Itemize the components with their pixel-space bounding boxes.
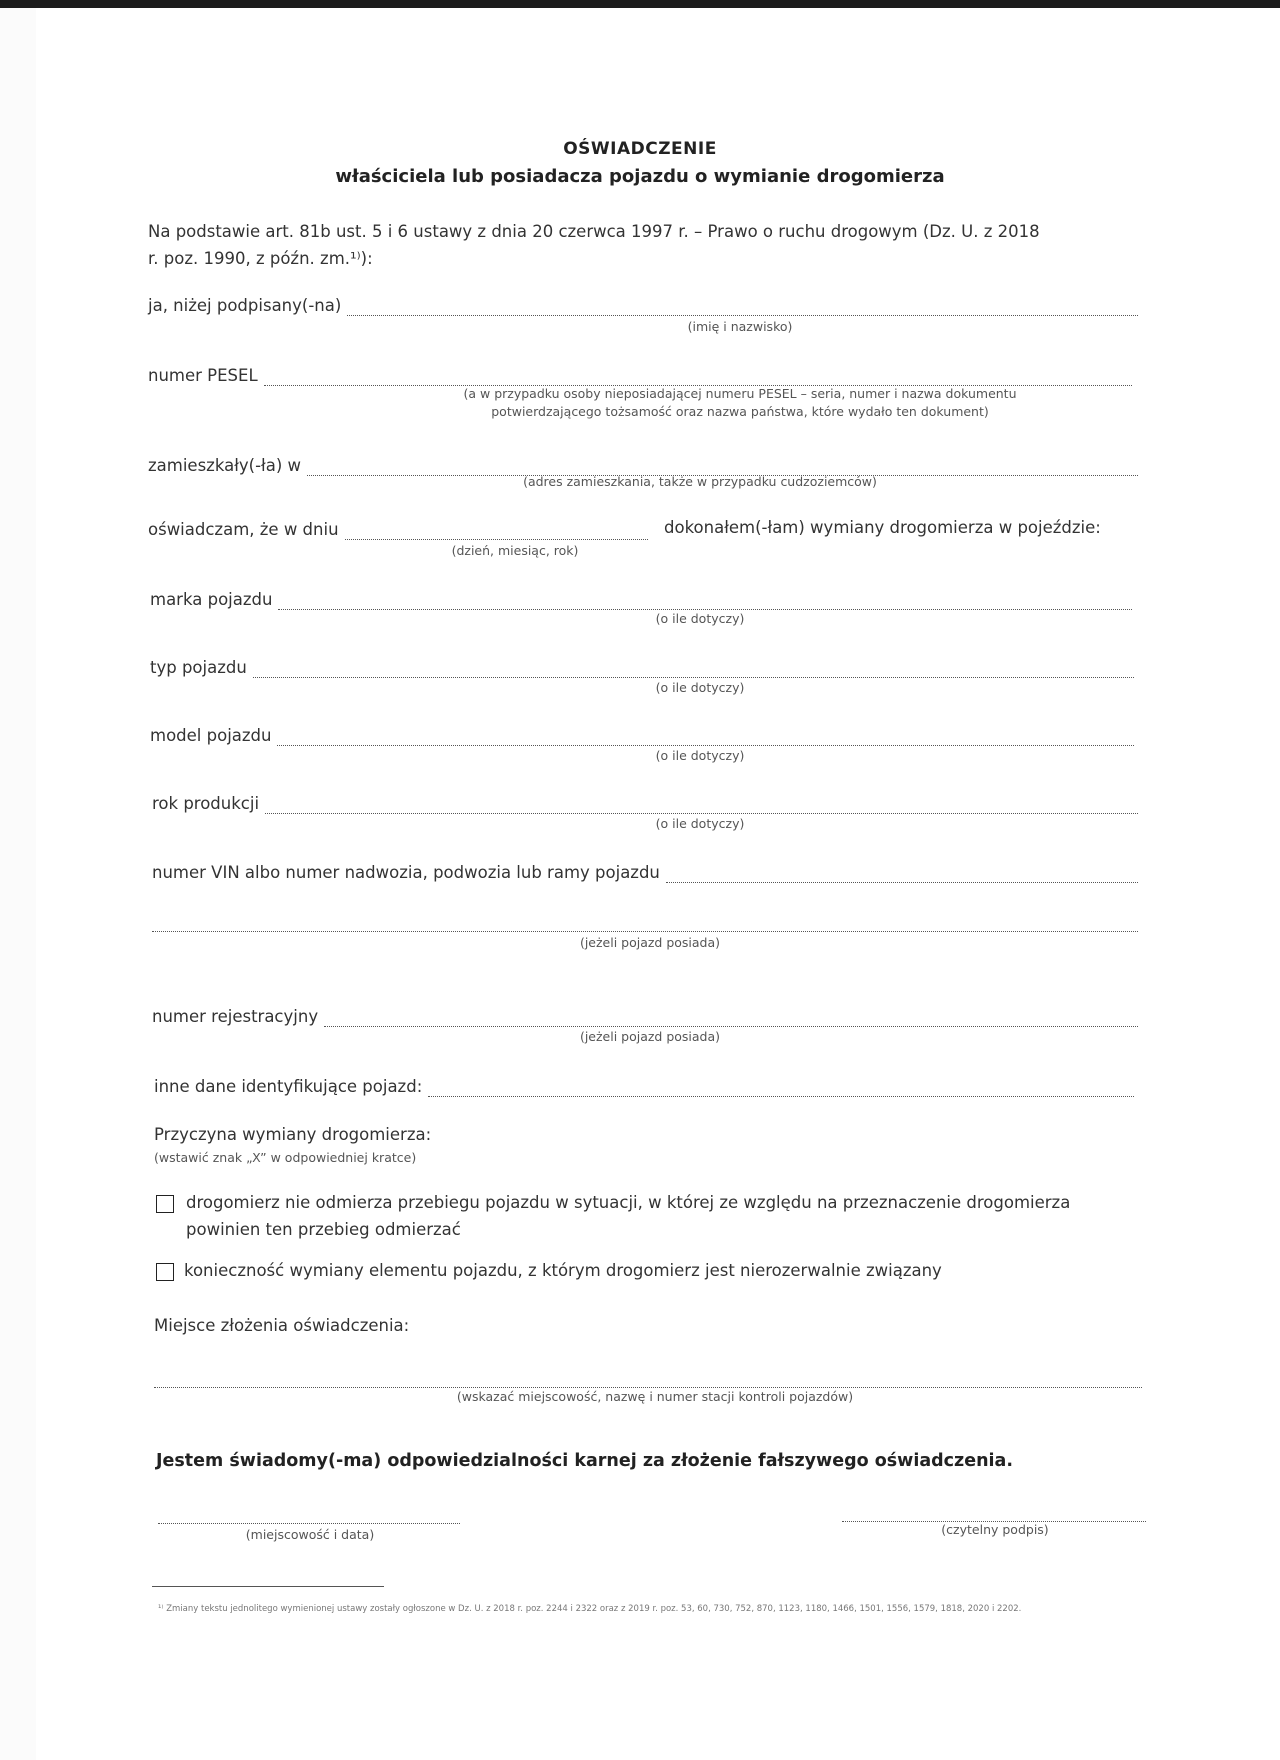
document-subtitle: właściciela lub posiadacza pojazdu o wymianie drogomierza — [335, 166, 945, 187]
vin-dotted-line[interactable] — [666, 866, 1138, 883]
pesel-hint-line-1: (a w przypadku osoby nieposiadającej numeru PESEL – seria, numer i nazwa dokumentu — [463, 386, 1017, 401]
place-date-dotted-line[interactable] — [158, 1507, 460, 1524]
vin-label: numer VIN albo numer nadwozia, podwozia lub ramy pojazdu — [152, 863, 660, 882]
document-page — [36, 8, 1280, 1760]
reason-option-2-label: konieczność wymiany elementu pojazdu, z którym drogomierz jest nierozerwalnie związany — [184, 1261, 942, 1280]
place-date-field[interactable] — [158, 1502, 460, 1524]
name-field[interactable] — [148, 294, 1138, 316]
year-label: rok produkcji — [152, 794, 260, 813]
date-label: oświadczam, że w dniu — [148, 520, 339, 539]
type-hint: (o ile dotyczy) — [655, 680, 745, 695]
reason-heading: Przyczyna wymiany drogomierza: — [154, 1125, 432, 1144]
address-field[interactable] — [148, 454, 1138, 476]
registration-dotted-line[interactable] — [324, 1010, 1138, 1027]
pesel-hint-line-2: potwierdzającego tożsamość oraz nazwa państwa, które wydało ten dokument) — [491, 404, 989, 419]
registration-hint: (jeżeli pojazd posiada) — [579, 1029, 721, 1044]
vin-field[interactable] — [152, 861, 1138, 883]
date-dotted-line[interactable] — [345, 523, 648, 540]
registration-field[interactable] — [152, 1005, 1138, 1027]
name-label: ja, niżej podpisany(-na) — [148, 296, 342, 315]
reason-option-1-line-2: powinien ten przebieg odmierzać — [186, 1220, 461, 1239]
other-field[interactable] — [154, 1075, 1134, 1097]
pesel-label: numer PESEL — [148, 366, 258, 385]
year-dotted-line[interactable] — [265, 797, 1138, 814]
make-hint: (o ile dotyczy) — [655, 611, 745, 626]
vin-continuation-dotted-line[interactable] — [152, 915, 1138, 932]
model-hint: (o ile dotyczy) — [655, 748, 745, 763]
name-dotted-line[interactable] — [347, 299, 1138, 316]
model-dotted-line[interactable] — [277, 729, 1134, 746]
pesel-hint — [380, 385, 1100, 421]
model-label: model pojazdu — [150, 726, 272, 745]
declaration-statement: Jestem świadomy(-ma) odpowiedzialności karnej za złożenie fałszywego oświadczenia. — [156, 1451, 1013, 1471]
year-hint: (o ile dotyczy) — [655, 816, 745, 831]
registration-label: numer rejestracyjny — [152, 1007, 319, 1026]
place-date-hint: (miejscowość i data) — [245, 1527, 375, 1542]
signature-hint: (czytelny podpis) — [941, 1522, 1049, 1537]
make-field[interactable] — [150, 588, 1132, 610]
vin-hint: (jeżeli pojazd posiada) — [579, 935, 721, 950]
type-dotted-line[interactable] — [253, 661, 1134, 678]
pesel-field[interactable] — [148, 364, 1132, 386]
intro-line-1: Na podstawie art. 81b ust. 5 i 6 ustawy z dnia 20 czerwca 1997 r. – Prawo o ruchu drogowym (Dz. U. z 2018 — [148, 222, 1040, 241]
footnote-text: ¹⁾ Zmiany tekstu jednolitego wymienionej ustawy zostały ogłoszone w Dz. U. z 2018 r. poz. 2244 i 2322 oraz z 2019 r. poz. 53, 60, 730, 752, 870, 1123, 1180, 1466, 1501, 1556, 1579, 1818, 2020 i 2202. — [158, 1604, 1022, 1614]
place-hint: (wskazać miejscowość, nazwę i numer stacji kontroli pojazdów) — [456, 1389, 854, 1404]
date-hint: (dzień, miesiąc, rok) — [451, 543, 579, 558]
make-label: marka pojazdu — [150, 590, 273, 609]
signature-dotted-line[interactable] — [842, 1505, 1146, 1522]
place-label: Miejsce złożenia oświadczenia: — [154, 1316, 410, 1335]
year-field[interactable] — [152, 792, 1138, 814]
place-dotted-line[interactable] — [154, 1371, 1142, 1388]
name-hint: (imię i nazwisko) — [687, 319, 793, 334]
address-hint: (adres zamieszkania, także w przypadku cudzoziemców) — [523, 474, 877, 489]
date-field[interactable] — [148, 518, 648, 540]
document-title: OŚWIADCZENIE — [563, 139, 717, 159]
place-field[interactable] — [154, 1366, 1142, 1388]
reason-option-1-line-1: drogomierz nie odmierza przebiegu pojazdu w sytuacji, w której ze względu na przeznaczenie drogomierza — [186, 1193, 1071, 1212]
reason-option-2-checkbox[interactable] — [156, 1263, 174, 1281]
reason-option-1-checkbox[interactable] — [156, 1195, 174, 1213]
type-field[interactable] — [150, 656, 1134, 678]
signature-field[interactable] — [842, 1500, 1146, 1522]
model-field[interactable] — [150, 724, 1134, 746]
pesel-dotted-line[interactable] — [264, 369, 1132, 386]
reason-instruction: (wstawić znak „X” w odpowiedniej kratce) — [154, 1150, 417, 1165]
make-dotted-line[interactable] — [278, 593, 1132, 610]
intro-line-2: r. poz. 1990, z późn. zm.¹⁾): — [148, 249, 373, 268]
type-label: typ pojazdu — [150, 658, 247, 677]
scan-top-edge — [0, 0, 1280, 8]
other-dotted-line[interactable] — [428, 1080, 1134, 1097]
other-label: inne dane identyfikujące pojazd: — [154, 1077, 423, 1096]
vin-continuation-field[interactable] — [152, 910, 1138, 932]
date-suffix: dokonałem(-łam) wymiany drogomierza w pojeździe: — [664, 518, 1101, 537]
address-label: zamieszkały(-ła) w — [148, 456, 302, 475]
footnote-separator — [152, 1586, 384, 1587]
